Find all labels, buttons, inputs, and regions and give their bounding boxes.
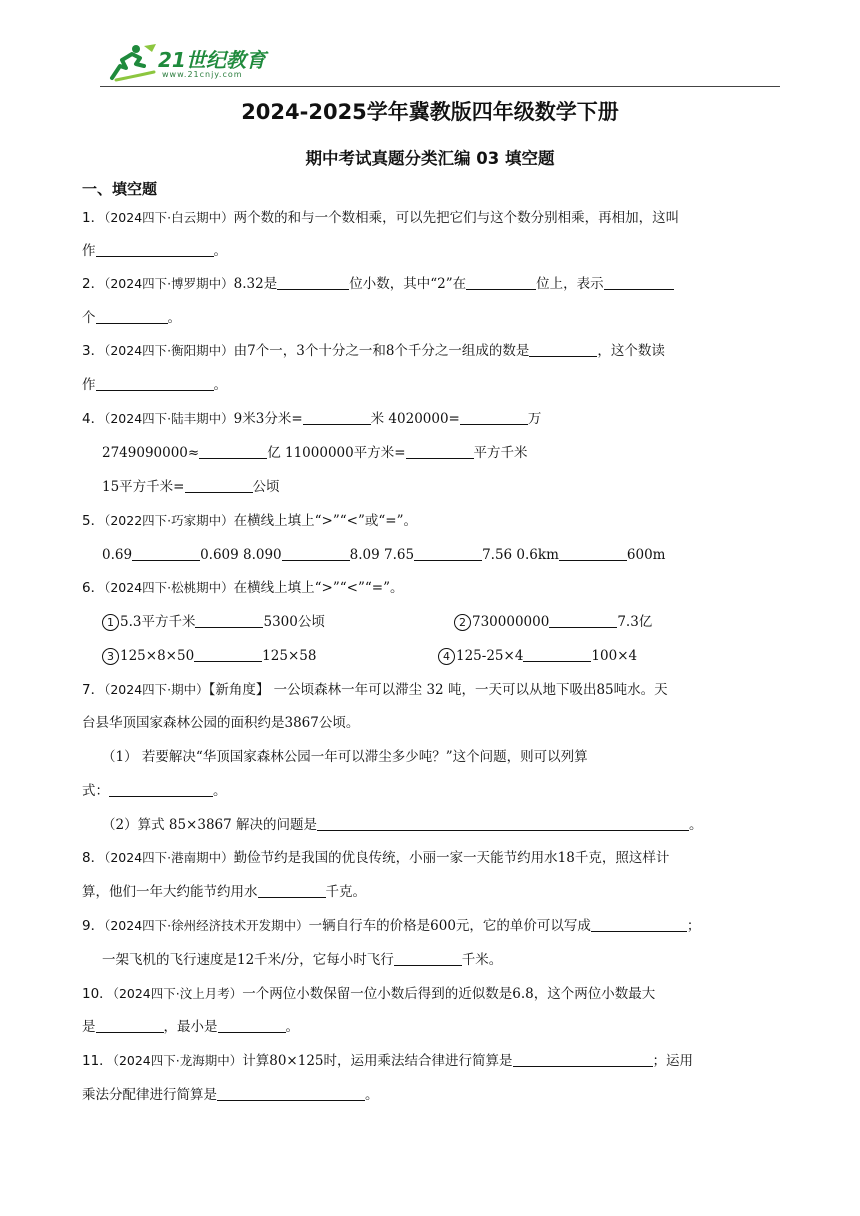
question-3-line-1 (82, 341, 665, 361)
question-6-item-3 (102, 646, 316, 666)
answer-blank[interactable] (604, 275, 674, 290)
question-text: 米 4020000= (370, 411, 460, 427)
question-text: 。 (213, 243, 227, 259)
question-text: 7.3亿 (617, 614, 653, 630)
document-subtitle: 期中考试真题分类汇编 03 填空题 (305, 149, 555, 168)
answer-blank[interactable] (549, 613, 617, 628)
question-source: （2024四下·徐州经济技术开发期中） (104, 918, 309, 933)
circled-number-icon: 2 (454, 614, 471, 631)
question-4-line-1 (82, 409, 541, 429)
logo (106, 42, 276, 84)
question-text: 730000000 (472, 614, 550, 630)
question-text: 一架飞机的飞行速度是12千米/分，它每小时飞行 (102, 952, 394, 968)
question-text: 在横线上填上“>”“<”“=”。 (233, 580, 404, 596)
question-number: 3． (82, 343, 105, 359)
question-source: （2024四下·港南期中） (104, 850, 234, 865)
question-text: 个 (82, 310, 96, 326)
question-number: 1． (82, 210, 105, 226)
answer-blank[interactable] (529, 342, 597, 357)
answer-blank[interactable] (277, 275, 349, 290)
question-4-line-2 (102, 443, 528, 463)
question-1-line-2 (82, 241, 227, 261)
question-text: 0.609 8.090 (200, 547, 282, 563)
question-text: 台县华顶国家森林公园的面积约是3867公顷。 (82, 715, 360, 731)
question-text: 千米。 (461, 952, 503, 968)
document-title: 2024-2025学年冀教版四年级数学下册 (241, 100, 619, 124)
question-text: 是 (82, 1019, 96, 1035)
answer-blank[interactable] (217, 1086, 365, 1101)
question-text: 万 (527, 411, 542, 427)
question-10-line-2 (82, 1017, 299, 1037)
question-number: 10． (82, 986, 113, 1002)
question-text: ，这个数读 (597, 343, 665, 359)
question-text: ；运用 (652, 1053, 693, 1069)
question-text: 。 (213, 783, 227, 799)
question-text: 算，他们一年大约能节约用水 (82, 884, 258, 900)
question-number: 4． (82, 411, 105, 427)
question-source: （2022四下·巧家期中） (104, 513, 234, 528)
question-text: 千克。 (325, 884, 366, 900)
question-number: 2． (82, 276, 105, 292)
question-8-line-1 (82, 848, 669, 868)
question-text: 9米3分米= (233, 411, 303, 427)
question-text: 由7个一，3个十分之一和8个千分之一组成的数是 (233, 343, 530, 359)
question-number: 5． (82, 513, 105, 529)
question-text: 125-25×4 (456, 648, 524, 664)
question-text: 式： (82, 783, 109, 799)
question-text: 15平方千米= (102, 479, 185, 495)
answer-blank[interactable] (194, 647, 262, 662)
question-7-line-2 (82, 713, 359, 733)
question-3-line-2 (82, 375, 227, 395)
answer-blank[interactable] (406, 444, 474, 459)
question-text: 5.3平方千米 (120, 614, 196, 630)
question-text: 平方千米 (473, 445, 528, 461)
question-number: 11． (82, 1053, 113, 1069)
question-5-line-2 (102, 545, 665, 565)
question-1-line-1 (82, 208, 679, 228)
question-text: 。 (213, 377, 227, 393)
question-text: ，最小是 (163, 1019, 218, 1035)
question-text: （2）算式 85×3867 解决的问题是 (102, 817, 318, 833)
question-source: （2024四下·汶上月考） (112, 986, 243, 1001)
question-text: 8.32是 (233, 276, 278, 292)
question-text: 125×58 (262, 648, 317, 664)
question-2-line-2 (82, 308, 181, 328)
answer-blank[interactable] (559, 546, 627, 561)
circled-number-icon: 1 (102, 614, 119, 631)
answer-blank[interactable] (218, 1018, 286, 1033)
question-text: 。 (365, 1087, 379, 1103)
answer-blank[interactable] (199, 444, 267, 459)
question-8-line-2 (82, 882, 366, 902)
question-10-line-1 (82, 984, 655, 1004)
question-7-part-1 (102, 747, 588, 767)
question-text: 一个两位小数保留一位小数后得到的近似数是6.8，这个两位小数最大 (242, 986, 656, 1002)
question-6-item-1 (102, 612, 325, 632)
question-text: 2749090000≈ (102, 445, 200, 461)
question-number: 6． (82, 580, 105, 596)
question-text: 。 (689, 817, 703, 833)
answer-blank[interactable] (96, 376, 214, 391)
circled-number-icon: 3 (102, 648, 119, 665)
question-source: （2024四下·期中） (104, 682, 209, 697)
question-text: 。 (285, 1019, 299, 1035)
answer-blank[interactable] (96, 1018, 164, 1033)
question-6-item-4 (438, 646, 637, 666)
answer-blank[interactable] (394, 951, 462, 966)
question-text: 计算80×125时，运用乘法结合律进行简算是 (242, 1053, 513, 1069)
question-6-item-2 (454, 612, 652, 632)
circled-number-icon: 4 (438, 648, 455, 665)
answer-blank[interactable] (414, 546, 482, 561)
answer-blank[interactable] (303, 410, 371, 425)
question-source: （2024四下·陆丰期中） (104, 411, 234, 426)
question-text: （1） 若要解决“华顶国家森林公园一年可以滞尘多少吨？”这个问题，则可以列算 (102, 749, 588, 765)
question-text: 。 (167, 310, 181, 326)
question-text: ； (686, 918, 701, 934)
logo-text: 21世纪教育 (158, 48, 266, 72)
question-text: 一辆自行车的价格是600元，它的单价可以写成 (308, 918, 591, 934)
answer-blank[interactable] (591, 917, 687, 932)
question-number: 8． (82, 850, 105, 866)
question-7-part-2 (102, 815, 703, 835)
question-9-line-1 (82, 916, 700, 936)
question-7-part-1-answer (82, 781, 227, 801)
question-9-line-2 (102, 950, 502, 970)
answer-blank[interactable] (317, 816, 689, 831)
question-tag: 【新角度】 (208, 682, 270, 698)
question-source: （2024四下·博罗期中） (104, 276, 234, 291)
question-text: 在横线上填上“>”“<”或“=”。 (233, 513, 417, 529)
answer-blank[interactable] (466, 275, 536, 290)
question-source: （2024四下·龙海期中） (112, 1053, 243, 1068)
question-text: 100×4 (591, 648, 638, 664)
question-5-line-1 (82, 511, 417, 531)
question-text: 125×8×50 (120, 648, 195, 664)
question-2-line-1 (82, 274, 674, 294)
question-text: 作 (82, 377, 96, 393)
running-man-logo-icon (106, 42, 158, 84)
answer-blank[interactable] (282, 546, 350, 561)
question-11-line-2 (82, 1085, 379, 1105)
question-text: 位上，表示 (536, 276, 604, 292)
question-text: 8.09 7.65 (349, 547, 415, 563)
question-source: （2024四下·白云期中） (104, 210, 234, 225)
question-11-line-1 (82, 1051, 693, 1071)
question-4-line-3 (102, 477, 280, 497)
answer-blank[interactable] (96, 242, 214, 257)
logo-url: www.21cnjy.com (162, 70, 243, 79)
question-text: 7.56 0.6km (482, 547, 559, 563)
question-text: 勤俭节约是我国的优良传统，小丽一家一天能节约用水18千克，照这样计 (233, 850, 670, 866)
answer-blank[interactable] (513, 1052, 653, 1067)
section-heading: 一、填空题 (82, 180, 158, 198)
question-text: 作 (82, 243, 96, 259)
answer-blank[interactable] (523, 647, 591, 662)
answer-blank[interactable] (460, 410, 528, 425)
question-text: 乘法分配律进行简算是 (82, 1087, 217, 1103)
question-text: 亿 11000000平方米= (267, 445, 406, 461)
question-text: 公顷 (252, 479, 280, 495)
question-text: 0.69 (102, 547, 133, 563)
answer-blank[interactable] (109, 782, 213, 797)
question-text: 600m (626, 547, 666, 563)
page-header (100, 40, 780, 87)
answer-blank[interactable] (185, 478, 253, 493)
question-text: 位小数，其中“2”在 (349, 276, 467, 292)
answer-blank[interactable] (96, 309, 168, 324)
question-text: 5300公顷 (263, 614, 325, 630)
question-text: 两个数的和与一个数相乘，可以先把它们与这个数分别相乘，再相加，这叫 (233, 210, 680, 226)
question-7-line-1 (82, 680, 668, 700)
answer-blank[interactable] (258, 883, 326, 898)
question-source: （2024四下·衡阳期中） (104, 343, 234, 358)
answer-blank[interactable] (132, 546, 200, 561)
question-text: 一公顷森林一年可以滞尘 32 吨，一天可以从地下吸出85吨水。天 (269, 682, 668, 698)
question-number: 7． (82, 682, 105, 698)
question-number: 9． (82, 918, 105, 934)
question-source: （2024四下·松桃期中） (104, 580, 234, 595)
answer-blank[interactable] (195, 613, 263, 628)
question-6-line-1 (82, 578, 404, 598)
